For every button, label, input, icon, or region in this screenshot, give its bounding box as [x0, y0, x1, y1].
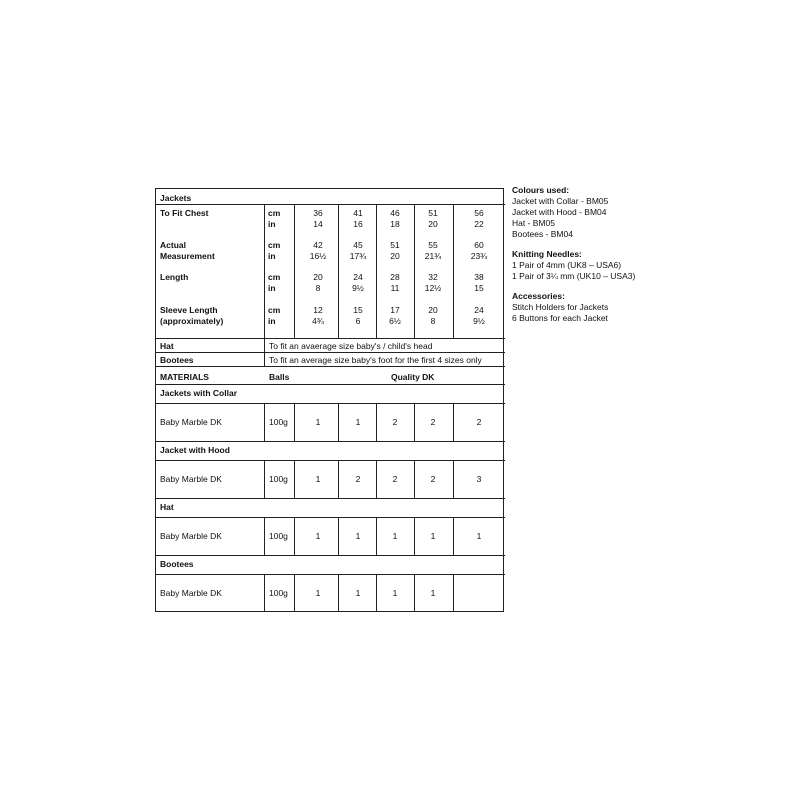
colour-line: Jacket with Hood - BM04 — [512, 207, 607, 217]
size-value: 36 — [313, 208, 323, 218]
size-value: 8 — [315, 283, 321, 293]
bootees-fit-text: To fit an average size baby's foot for the first 4 sizes only — [269, 355, 482, 365]
ball-weight: 100g — [269, 474, 288, 484]
label-column-divider — [264, 517, 265, 555]
size-value: 6½ — [389, 316, 401, 326]
size-column-divider — [453, 517, 454, 555]
ball-count: 1 — [392, 531, 398, 541]
size-value: 18 — [390, 219, 400, 229]
measure-label: (approximately) — [160, 316, 224, 326]
ball-count: 2 — [430, 417, 436, 427]
label-column-divider — [264, 574, 265, 612]
ball-count: 1 — [355, 417, 361, 427]
size-value: 60 — [474, 240, 484, 250]
size-column-divider — [453, 460, 454, 498]
colours-heading: Colours used: — [512, 185, 570, 195]
row-rule — [156, 498, 505, 499]
size-column-divider — [453, 574, 454, 612]
unit-label: cm — [268, 305, 281, 315]
accessory-line: 6 Buttons for each Jacket — [512, 313, 608, 323]
ball-count: 1 — [355, 531, 361, 541]
size-value: 22 — [474, 219, 484, 229]
accessory-line: Stitch Holders for Jackets — [512, 302, 609, 312]
unit-label: cm — [268, 272, 281, 282]
needles-section — [512, 249, 712, 282]
ball-count: 2 — [430, 474, 436, 484]
size-value: 14 — [313, 219, 323, 229]
unit-label: in — [268, 283, 276, 293]
size-column-divider — [294, 403, 295, 441]
balls-heading: Balls — [269, 372, 290, 382]
size-value: 12½ — [424, 283, 442, 293]
ball-count: 1 — [315, 417, 321, 427]
size-value: 41 — [353, 208, 363, 218]
size-value: 38 — [474, 272, 484, 282]
group-title: Hat — [160, 502, 174, 512]
group-title: Jacket with Hood — [160, 445, 230, 455]
size-value: 20 — [313, 272, 323, 282]
size-value: 56 — [474, 208, 484, 218]
pattern-notes-sidebar — [512, 185, 712, 333]
jackets-heading: Jackets — [160, 193, 192, 203]
size-value: 23¾ — [470, 251, 488, 261]
size-value: 12 — [313, 305, 323, 315]
ball-count: 1 — [476, 531, 482, 541]
measure-label: Actual — [160, 240, 186, 250]
row-rule — [156, 366, 505, 367]
size-value: 24 — [353, 272, 363, 282]
ball-count: 1 — [430, 531, 436, 541]
colours-section — [512, 185, 712, 240]
yarn-name: Baby Marble DK — [160, 531, 222, 541]
size-value: 16 — [353, 219, 363, 229]
bootees-label: Bootees — [160, 355, 194, 365]
hat-label: Hat — [160, 341, 174, 351]
size-value: 15 — [353, 305, 363, 315]
colour-line: Jacket with Collar - BM05 — [512, 196, 609, 206]
unit-label: in — [268, 219, 276, 229]
size-value: 32 — [428, 272, 438, 282]
unit-label: in — [268, 316, 276, 326]
size-value: 17 — [390, 305, 400, 315]
ball-count: 1 — [315, 474, 321, 484]
quality-heading: Quality DK — [391, 372, 435, 382]
size-value: 6 — [355, 316, 361, 326]
row-rule — [156, 384, 505, 385]
size-value: 45 — [353, 240, 363, 250]
hat-fit-text: To fit an avaerage size baby's / child's head — [269, 341, 433, 351]
needles-heading: Knitting Needles: — [512, 249, 582, 259]
label-column-divider — [264, 460, 265, 498]
size-value: 11 — [390, 283, 400, 293]
needle-line: 1 Pair of 4mm (UK8 – USA6) — [512, 260, 622, 270]
ball-count: 2 — [355, 474, 361, 484]
colour-line: Hat - BM05 — [512, 218, 555, 228]
size-value: 42 — [313, 240, 323, 250]
yarn-name: Baby Marble DK — [160, 417, 222, 427]
measure-label: To Fit Chest — [160, 208, 209, 218]
accessories-section — [512, 291, 712, 324]
ball-count: 1 — [392, 588, 398, 598]
materials-heading: MATERIALS — [160, 372, 209, 382]
size-value: 9½ — [352, 283, 364, 293]
measure-label: Sleeve Length — [160, 305, 218, 315]
row-rule — [156, 352, 505, 353]
ball-count: 2 — [392, 474, 398, 484]
size-column-divider — [453, 204, 454, 338]
measure-label: Measurement — [160, 251, 215, 261]
ball-weight: 100g — [269, 417, 288, 427]
size-column-divider — [294, 204, 295, 338]
ball-count: 2 — [476, 417, 482, 427]
size-value: 20 — [428, 305, 438, 315]
accessories-heading: Accessories: — [512, 291, 565, 301]
size-value: 51 — [390, 240, 400, 250]
size-value: 15 — [474, 283, 484, 293]
size-column-divider — [453, 403, 454, 441]
group-title: Jackets with Collar — [160, 388, 238, 398]
size-value: 24 — [474, 305, 484, 315]
size-value: 8 — [430, 316, 436, 326]
ball-count: 1 — [315, 588, 321, 598]
ball-count: 3 — [476, 474, 482, 484]
size-column-divider — [294, 460, 295, 498]
size-column-divider — [294, 517, 295, 555]
ball-weight: 100g — [269, 531, 288, 541]
size-value: 46 — [390, 208, 400, 218]
needle-line: 1 Pair of 3¼ mm (UK10 – USA3) — [512, 271, 636, 281]
unit-label: in — [268, 251, 276, 261]
size-value: 17¾ — [349, 251, 367, 261]
yarn-name: Baby Marble DK — [160, 474, 222, 484]
size-column-divider — [294, 574, 295, 612]
size-value: 21¾ — [424, 251, 442, 261]
size-value: 28 — [390, 272, 400, 282]
unit-label: cm — [268, 208, 281, 218]
size-value: 4¾ — [312, 316, 324, 326]
row-rule — [156, 441, 505, 442]
ball-count: 1 — [355, 588, 361, 598]
unit-label: cm — [268, 240, 281, 250]
size-value: 20 — [390, 251, 400, 261]
group-title: Bootees — [160, 559, 194, 569]
measure-label: Length — [160, 272, 189, 282]
pattern-size-table — [155, 188, 504, 612]
colour-line: Bootees - BM04 — [512, 229, 573, 239]
size-value: 16½ — [309, 251, 327, 261]
size-value: 55 — [428, 240, 438, 250]
size-value: 20 — [428, 219, 438, 229]
label-column-divider — [264, 403, 265, 441]
row-rule — [156, 555, 505, 556]
size-value: 51 — [428, 208, 438, 218]
ball-count: 1 — [315, 531, 321, 541]
label-column-divider — [264, 204, 265, 338]
ball-weight: 100g — [269, 588, 288, 598]
ball-count: 1 — [430, 588, 436, 598]
yarn-name: Baby Marble DK — [160, 588, 222, 598]
row-rule — [156, 338, 505, 339]
ball-count: 2 — [392, 417, 398, 427]
size-value: 9½ — [473, 316, 485, 326]
